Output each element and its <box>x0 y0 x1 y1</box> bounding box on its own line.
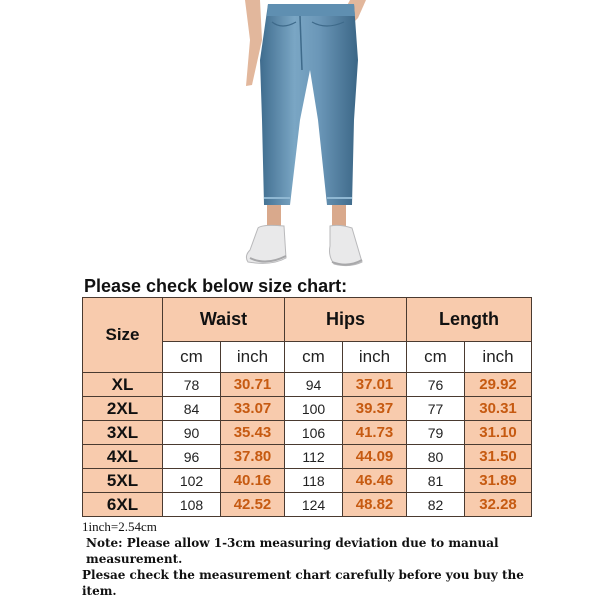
length-header: Length <box>407 298 532 342</box>
unit-header: inch <box>343 342 407 373</box>
waist-inch: 42.52 <box>221 493 285 517</box>
waist-header: Waist <box>163 298 285 342</box>
table-row <box>83 421 532 445</box>
hips-cm: 124 <box>285 493 343 517</box>
hips-cm: 118 <box>285 469 343 493</box>
size-label: 5XL <box>83 469 163 493</box>
length-inch: 31.10 <box>465 421 532 445</box>
length-cm: 82 <box>407 493 465 517</box>
notes <box>82 519 532 599</box>
table-row <box>83 493 532 517</box>
table-row <box>83 469 532 493</box>
waist-cm: 90 <box>163 421 221 445</box>
length-inch: 32.28 <box>465 493 532 517</box>
waist-cm: 96 <box>163 445 221 469</box>
table-row <box>83 397 532 421</box>
size-label: 2XL <box>83 397 163 421</box>
unit-header: cm <box>163 342 221 373</box>
waist-inch: 40.16 <box>221 469 285 493</box>
waist-cm: 84 <box>163 397 221 421</box>
hips-inch: 48.82 <box>343 493 407 517</box>
hips-inch: 37.01 <box>343 373 407 397</box>
deviation-note: Note: Please allow 1-3cm measuring deviation due to manual measurement. <box>86 536 499 566</box>
denim-leggings <box>260 4 358 205</box>
waist-cm: 78 <box>163 373 221 397</box>
hips-cm: 112 <box>285 445 343 469</box>
size-label: XL <box>83 373 163 397</box>
length-inch: 31.89 <box>465 469 532 493</box>
waist-inch: 37.80 <box>221 445 285 469</box>
product-photo <box>0 0 612 275</box>
length-cm: 80 <box>407 445 465 469</box>
waist-inch: 30.71 <box>221 373 285 397</box>
unit-header: cm <box>407 342 465 373</box>
hips-inch: 46.46 <box>343 469 407 493</box>
size-chart-table <box>82 297 532 517</box>
hips-inch: 39.37 <box>343 397 407 421</box>
unit-conversion-note: 1inch=2.54cm <box>82 519 157 534</box>
waistband <box>267 4 355 16</box>
table-row <box>83 373 532 397</box>
hips-header: Hips <box>285 298 407 342</box>
table-row <box>83 445 532 469</box>
size-chart-title: Please check below size chart: <box>84 276 348 296</box>
hips-cm: 100 <box>285 397 343 421</box>
hips-inch: 41.73 <box>343 421 407 445</box>
hips-inch: 44.09 <box>343 445 407 469</box>
length-cm: 76 <box>407 373 465 397</box>
length-inch: 29.92 <box>465 373 532 397</box>
waist-inch: 33.07 <box>221 397 285 421</box>
size-header: Size <box>83 298 163 373</box>
unit-header: inch <box>465 342 532 373</box>
length-inch: 31.50 <box>465 445 532 469</box>
left-arm <box>245 0 262 86</box>
waist-inch: 35.43 <box>221 421 285 445</box>
length-cm: 79 <box>407 421 465 445</box>
length-inch: 30.31 <box>465 397 532 421</box>
size-label: 4XL <box>83 445 163 469</box>
check-chart-note: Plesae check the measurement chart carefully before you buy the item. <box>82 568 524 598</box>
right-sneaker <box>330 225 363 265</box>
length-cm: 81 <box>407 469 465 493</box>
hips-cm: 94 <box>285 373 343 397</box>
length-cm: 77 <box>407 397 465 421</box>
unit-header: cm <box>285 342 343 373</box>
size-label: 6XL <box>83 493 163 517</box>
unit-header: inch <box>221 342 285 373</box>
waist-cm: 102 <box>163 469 221 493</box>
size-label: 3XL <box>83 421 163 445</box>
waist-cm: 108 <box>163 493 221 517</box>
hips-cm: 106 <box>285 421 343 445</box>
